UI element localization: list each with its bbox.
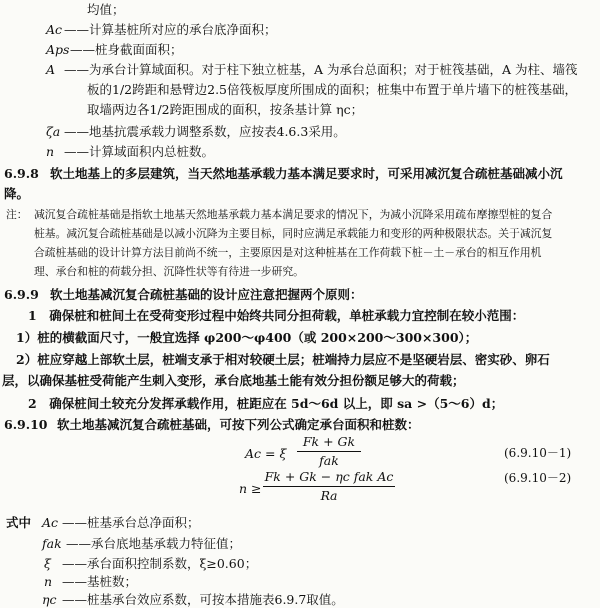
fraction-bar [297,451,361,452]
equation-lhs: Ac = ξ [245,446,287,461]
where-label: 式中 [6,515,32,530]
section-title: 软土地基减沉复合疏桩基础，可按下列公式确定承台面积和桩数： [57,417,420,432]
equation-fraction [297,434,361,468]
equation-denominator: fak [319,452,339,468]
def-text: ——桩基承台效应系数，可按本措施表6.9.7取值。 [62,592,344,607]
def-text: ——桩身截面面积； [70,42,183,57]
def-text: ——为承台计算域面积。对于柱下独立桩基，A 为承台总面积；对于桩筏基础，A 为柱、墙筏 [64,62,578,77]
def-symbol: ζa [46,124,61,139]
equation-numerator: Fk + Gk [302,434,356,449]
def-symbol: Aps [46,42,70,57]
principle-1-item-2-cont: 层，以确保基桩受荷能产生刺入变形，承台底地基土能有效分担份额足够大的荷载； [2,373,465,388]
principle-1-item-1: 1）桩的横截面尺寸，一般宜选择 φ200～φ400（或 200×200～300×300）； [16,330,478,345]
def-symbol: Ac [42,515,59,530]
fraction-bar [263,486,395,487]
section-text-cont: 降。 [4,186,30,201]
def-text: ——地基抗震承载力调整系数，应按表4.6.3采用。 [64,124,346,139]
def-text: ——计算基桩所对应的承台底净面积； [64,22,277,37]
def-symbol: fak [42,536,62,551]
note-line: 合疏桩基础的设计计算方法目前尚不统一，主要原因是对这种桩基在工作荷载下桩－土－承台的相互作用机 [34,246,542,259]
note-line: 理、承台和桩的荷载分担、沉降性状等有待进一步研究。 [34,265,304,278]
def-symbol: Ac [46,22,63,37]
equation-lhs: n ≥ [239,481,262,496]
def-symbol: ηc [42,592,57,607]
def-text: ——基桩数； [62,574,138,589]
def-continuation: 板的1/2跨距和悬臂边2.5倍筏板厚度所围成的面积；桩集中布置于单片墙下的桩筏基础， [87,82,577,97]
def-continuation: 取墙两边各1/2跨距围成的面积，按条基计算 ηc； [87,102,364,117]
def-symbol: n [46,144,55,159]
principle-1: 1 确保桩和桩间土在受荷变形过程中始终共同分担荷载，单桩承载力宜控制在较小范围： [28,308,525,323]
def-text: ——桩基承台总净面积； [62,515,200,530]
def-symbol: n [44,574,53,589]
def-text: ——承台底地基承载力特征值； [66,536,242,551]
note-label: 注： [6,208,28,221]
note-line: 桩基。减沉复合疏桩基础是以减小沉降为主要目标，同时应满足承载能力和变形的两种极限状态。关于减沉复 [34,227,553,240]
def-symbol: ξ [44,556,51,571]
top-line: 均值； [87,2,125,17]
equation-denominator: Rа [320,487,338,503]
principle-2: 2 确保桩间土较充分发挥承载作用，桩距应在 5d～6d 以上，即 sa >（5～6）d； [28,396,504,411]
section-title: 软土地基减沉复合疏桩基础的设计应注意把握两个原则： [50,287,363,302]
note-line: 减沉复合疏桩基础是指软土地基天然地基承载力基本满足要求的情况下，为减小沉降采用疏布摩擦型桩的复合 [34,208,553,221]
section-text: 软土地基上的多层建筑，当天然地基承载力基本满足要求时，可采用减沉复合疏桩基础减小沉 [50,166,563,181]
equation-number: (6.9.10－2) [504,471,572,485]
section-number: 6.9.8 [4,166,39,181]
def-text: ——承台面积控制系数，ξ≥0.60； [62,556,258,571]
equation-fraction [263,469,395,503]
equation-number: (6.9.10－1) [504,446,572,460]
equation-numerator: Fk + Gk − ηc fak Ac [264,469,394,484]
def-symbol: A [46,62,56,77]
principle-1-item-2: 2）桩应穿越上部软土层，桩端支承于相对较硬土层；桩端持力层应不是坚硬岩层、密实砂、卵石 [16,352,550,367]
def-text: ——计算域面积内总桩数。 [64,144,215,159]
section-number: 6.9.10 [4,417,48,432]
section-number: 6.9.9 [4,287,39,302]
